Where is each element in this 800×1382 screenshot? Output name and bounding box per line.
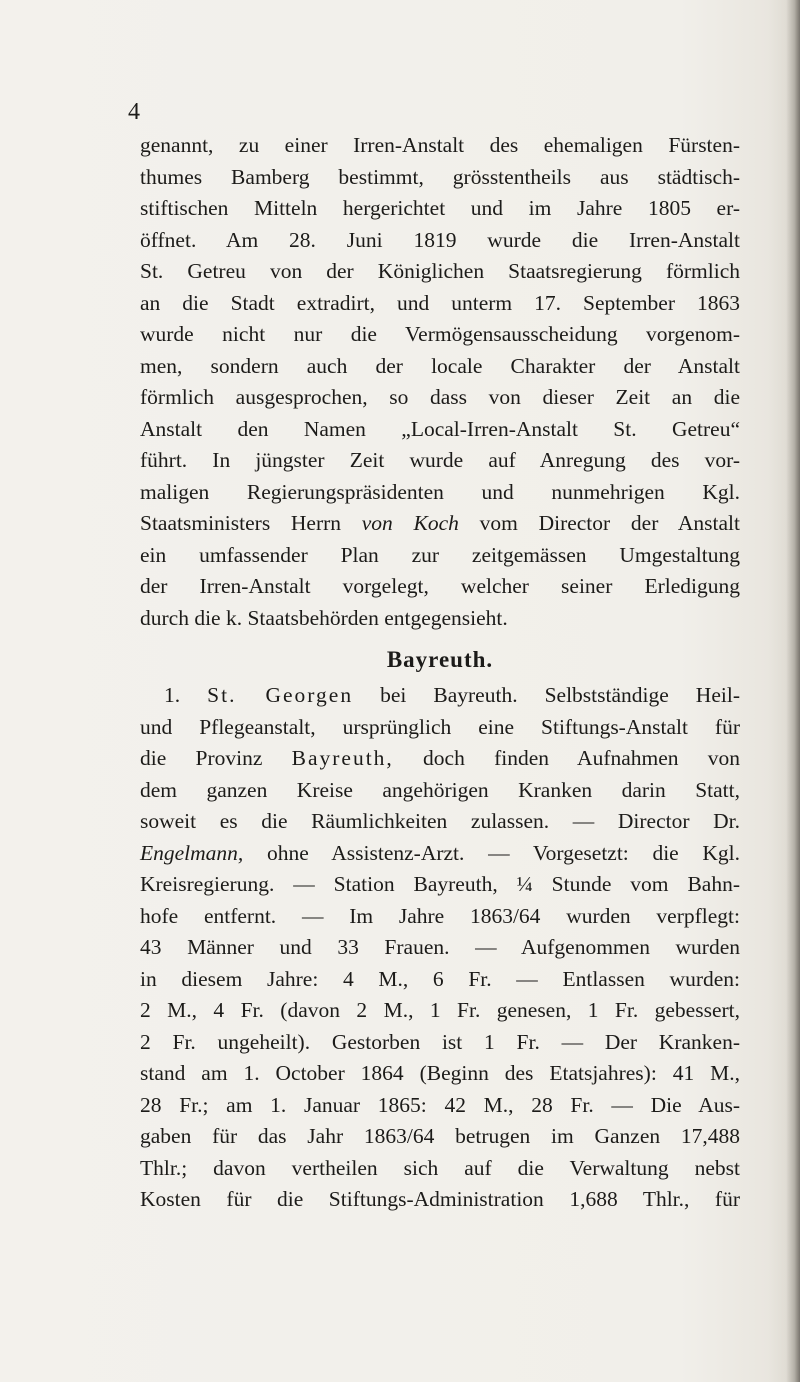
text-line: men, sondern auch der locale Charakter der Anstalt bbox=[140, 353, 740, 378]
text-line: genannt, zu einer Irren-Anstalt des ehemaligen Fürsten- bbox=[140, 133, 740, 157]
place-name: St. Georgen bbox=[207, 683, 354, 707]
text-line bbox=[140, 838, 740, 870]
page-number: 4 bbox=[128, 99, 140, 125]
text-line: öffnet. Am 28. Juni 1819 wurde die Irren-Anstalt bbox=[140, 227, 740, 252]
text-line: St. Getreu von der Königlichen Staatsregierung förmlich bbox=[140, 259, 740, 283]
page-body bbox=[140, 130, 740, 1216]
text-line: an die Stadt extradirt, und unterm 17. September 1863 bbox=[140, 290, 740, 315]
text-line: thumes Bamberg bestimmt, grösstentheils aus städtisch- bbox=[140, 164, 740, 189]
text-line: Anstalt den Namen „Local-Irren-Anstalt St. Getreu“ bbox=[140, 416, 740, 441]
text-line: Kosten für die Stiftungs-Administration 1,688 Thlr., für bbox=[140, 1187, 740, 1211]
text-line: durch die k. Staatsbehörden entgegensieht. bbox=[140, 605, 508, 630]
page-edge-shadow bbox=[786, 0, 800, 1382]
text-segment: Staatsministers Herrn bbox=[140, 511, 342, 535]
text-line bbox=[140, 508, 740, 540]
text-line: soweit es die Räumlichkeiten zulassen. — Director Dr. bbox=[140, 809, 740, 833]
text-line: gaben für das Jahr 1863/64 betrugen im Ganzen 17,488 bbox=[140, 1124, 740, 1148]
text-line: wurde nicht nur die Vermögensausscheidung vorgenom- bbox=[140, 322, 740, 346]
section-heading: Bayreuth. bbox=[386, 647, 494, 672]
text-line: 43 Männer und 33 Frauen. — Aufgenommen wurden bbox=[140, 935, 740, 959]
italic-name: von Koch bbox=[361, 511, 459, 535]
text-line: der Irren-Anstalt vorgelegt, welcher seiner Erledigung bbox=[140, 574, 740, 598]
text-line: ein umfassender Plan zur zeitgemässen Umgestaltung bbox=[140, 542, 740, 567]
text-segment: bei Bayreuth. Selbstständige Heil- bbox=[380, 683, 740, 707]
text-line: stand am 1. October 1864 (Beginn des Etatsjahres): 41 M., bbox=[140, 1061, 740, 1085]
text-line: förmlich ausgesprochen, so dass von dieser Zeit an die bbox=[140, 385, 740, 409]
text-line: führt. In jüngster Zeit wurde auf Anregung des vor- bbox=[140, 448, 740, 472]
text-segment: die Provinz bbox=[140, 746, 263, 770]
place-name: Bayreuth, bbox=[291, 746, 394, 770]
text-segment: vom Director der Anstalt bbox=[479, 511, 740, 535]
text-line: und Pflegeanstalt, ursprünglich eine Stiftungs-Anstalt für bbox=[140, 714, 740, 739]
text-line bbox=[140, 743, 740, 775]
text-line: 2 Fr. ungeheilt). Gestorben ist 1 Fr. — Der Kranken- bbox=[140, 1029, 740, 1054]
text-line: Kreisregierung. — Station Bayreuth, ¼ Stunde vom Bahn- bbox=[140, 872, 740, 896]
text-line: 28 Fr.; am 1. Januar 1865: 42 M., 28 Fr. — Die Aus- bbox=[140, 1092, 740, 1117]
text-line: stiftischen Mitteln hergerichtet und im Jahre 1805 er- bbox=[140, 196, 740, 220]
italic-name: Engelmann, bbox=[140, 840, 244, 865]
text-segment: ohne Assistenz-Arzt. — Vorgesetzt: die Kgl. bbox=[266, 840, 741, 865]
text-line: maligen Regierungspräsidenten und nunmehrigen Kgl. bbox=[140, 479, 740, 504]
text-line: Thlr.; davon vertheilen sich auf die Verwaltung nebst bbox=[140, 1155, 740, 1180]
text-line: hofe entfernt. — Im Jahre 1863/64 wurden verpflegt: bbox=[140, 903, 740, 928]
text-line bbox=[140, 680, 740, 712]
text-line: 2 M., 4 Fr. (davon 2 M., 1 Fr. genesen, 1 Fr. gebessert, bbox=[140, 998, 740, 1022]
text-line: in diesem Jahre: 4 M., 6 Fr. — Entlassen wurden: bbox=[140, 966, 740, 991]
text-segment: doch finden Aufnahmen von bbox=[423, 746, 741, 770]
text-line: dem ganzen Kreise angehörigen Kranken darin Statt, bbox=[140, 777, 740, 802]
text-segment: 1. bbox=[164, 683, 181, 707]
